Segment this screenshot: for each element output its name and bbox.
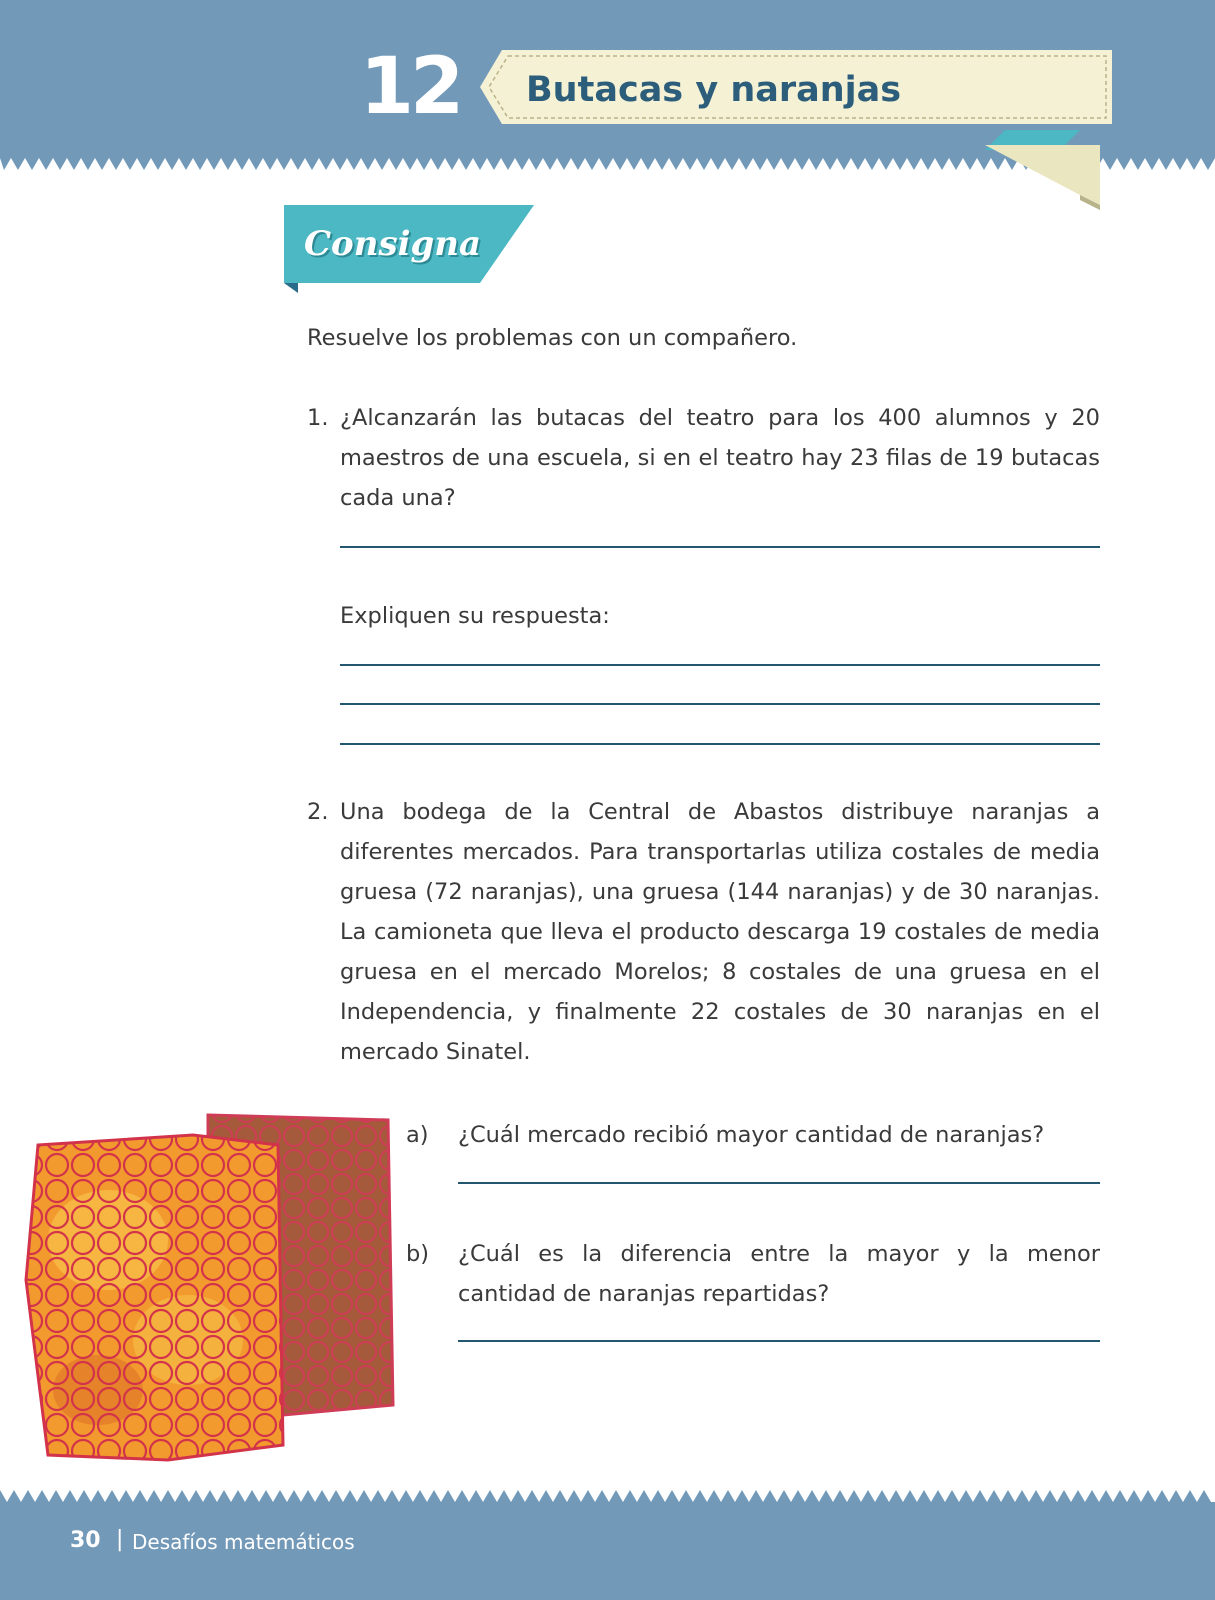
problem-1-text: ¿Alcanzarán las butacas del teatro para los 400 alumnos y 20 maestros de una escuela, si en el teatro hay 23 filas de 19 butacas cada una? (340, 405, 1100, 511)
sub-question-b-text: ¿Cuál es la diferencia entre la mayor y la menor cantidad de naranjas repartidas? (458, 1241, 1100, 1307)
page-number: 30 (70, 1528, 101, 1553)
footer-separator: | (116, 1527, 124, 1552)
problem-1 (307, 398, 1100, 518)
answer-line-b[interactable] (458, 1340, 1100, 1342)
problem-1-number: 1. (307, 405, 329, 431)
sub-question-b-letter: b) (406, 1241, 430, 1267)
instructions-text: Resuelve los problemas con un compañero. (307, 325, 798, 351)
lesson-title: Butacas y naranjas (526, 70, 902, 110)
problem-2 (307, 792, 1100, 1072)
problem-2-number: 2. (307, 799, 329, 825)
book-title: Desafíos matemáticos (132, 1530, 355, 1554)
explain-line-1[interactable] (340, 664, 1100, 666)
explain-line-2[interactable] (340, 703, 1100, 705)
consigna-label: Consigna (304, 224, 482, 264)
orange-sacks-illustration (18, 1100, 403, 1480)
answer-line-a[interactable] (458, 1182, 1100, 1184)
sub-question-a-text: ¿Cuál mercado recibió mayor cantidad de naranjas? (458, 1122, 1045, 1148)
explain-line-3[interactable] (340, 743, 1100, 745)
answer-line-1[interactable] (340, 546, 1100, 548)
lesson-number: 12 (359, 42, 461, 132)
sub-question-a-letter: a) (406, 1122, 429, 1148)
explain-label: Expliquen su respuesta: (340, 603, 610, 629)
problem-2-text: Una bodega de la Central de Abastos distribuye naranjas a diferentes mercados. Para transportarlas utiliza costales de media gruesa (72 naranjas), una gruesa (144 naranjas) y de 30 naranjas. La camioneta que lleva el producto descarga 19 costales de media gruesa en el mercado Morelos; 8 costales de una gruesa en el Independencia, y finalmente 22 costales de 30 naranjas en el mercado Sinatel. (340, 799, 1100, 1065)
